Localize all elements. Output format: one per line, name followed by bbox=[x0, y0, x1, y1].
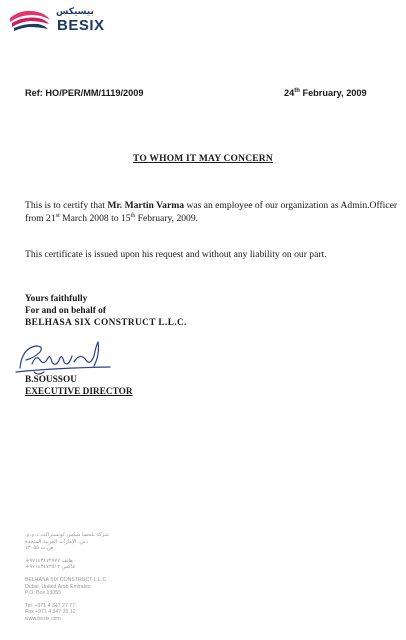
besix-wave-icon bbox=[8, 8, 52, 32]
closing-block bbox=[25, 293, 187, 329]
logo-wordmark: BESIX bbox=[57, 17, 105, 34]
p1-sup-2: th bbox=[130, 212, 136, 219]
p1-text-b: was an employee of our organization as Admin.Officer from 21 bbox=[25, 200, 398, 224]
letter-heading: TO WHOM IT MAY CONCERN bbox=[133, 154, 273, 164]
footer-arabic-fax: فاكس ٩٧١٤٣٤٧٣٥١٢+ bbox=[25, 564, 75, 571]
footer-arabic-company: شركة بلحصا سكس كونستراكت ذ.م.م. bbox=[25, 532, 109, 538]
letterhead-footer bbox=[25, 532, 109, 623]
date-suffix: th bbox=[294, 87, 300, 94]
p1-sup-1: st bbox=[55, 212, 60, 219]
closing-line-2: For and on behalf of bbox=[25, 306, 106, 316]
date-day: 24 bbox=[284, 88, 295, 98]
footer-arabic-pobox: ص.ب ١٣٠٥٥ bbox=[25, 545, 54, 552]
reference-number: Ref: HO/PER/MM/1119/2009 bbox=[25, 88, 144, 98]
letter-date bbox=[284, 88, 367, 98]
footer-tel: Tel. +971 4 347 27 77 bbox=[25, 602, 76, 609]
footer-fax: Fax +971 4 347 35 12 bbox=[25, 609, 76, 616]
handwritten-signature bbox=[14, 338, 124, 378]
liability-paragraph: This certificate is issued upon his request and without any liability on our part. bbox=[25, 249, 327, 260]
signatory-name: B.SOUSSOU bbox=[25, 375, 77, 385]
footer-arabic-city: دبي، الإمارات العربية المتحدة bbox=[25, 538, 88, 545]
besix-logo bbox=[8, 6, 118, 36]
date-month-year: February, 2009 bbox=[299, 88, 367, 98]
p1-text-d: February, 2009. bbox=[135, 212, 199, 224]
logo-arabic-text: بيسيكس bbox=[56, 7, 94, 17]
company-name: BELHASA SIX CONSTRUCT L.L.C. bbox=[25, 318, 187, 328]
p1-text-c: March 2008 to 15 bbox=[59, 212, 131, 224]
signatory-title: EXECUTIVE DIRECTOR bbox=[25, 387, 133, 397]
closing-line-1: Yours faithfully bbox=[25, 294, 88, 304]
footer-website: www.besix.com bbox=[25, 615, 61, 622]
footer-company: BELHASA SIX CONSTRUCT L.L.C. bbox=[25, 576, 108, 583]
employee-name: Mr. Martin Varma bbox=[107, 200, 184, 211]
footer-arabic-tel: هاتف ٩٧١٤٣٤٧٢٧٧٧+ bbox=[25, 557, 73, 564]
certification-paragraph bbox=[25, 200, 402, 225]
signatory-block bbox=[25, 374, 133, 398]
p1-text-a: This is to certify that bbox=[25, 200, 108, 211]
footer-city: Dubai, United Arab Emirates bbox=[25, 583, 91, 590]
footer-pobox: P.O. Box 13055 bbox=[25, 590, 61, 597]
